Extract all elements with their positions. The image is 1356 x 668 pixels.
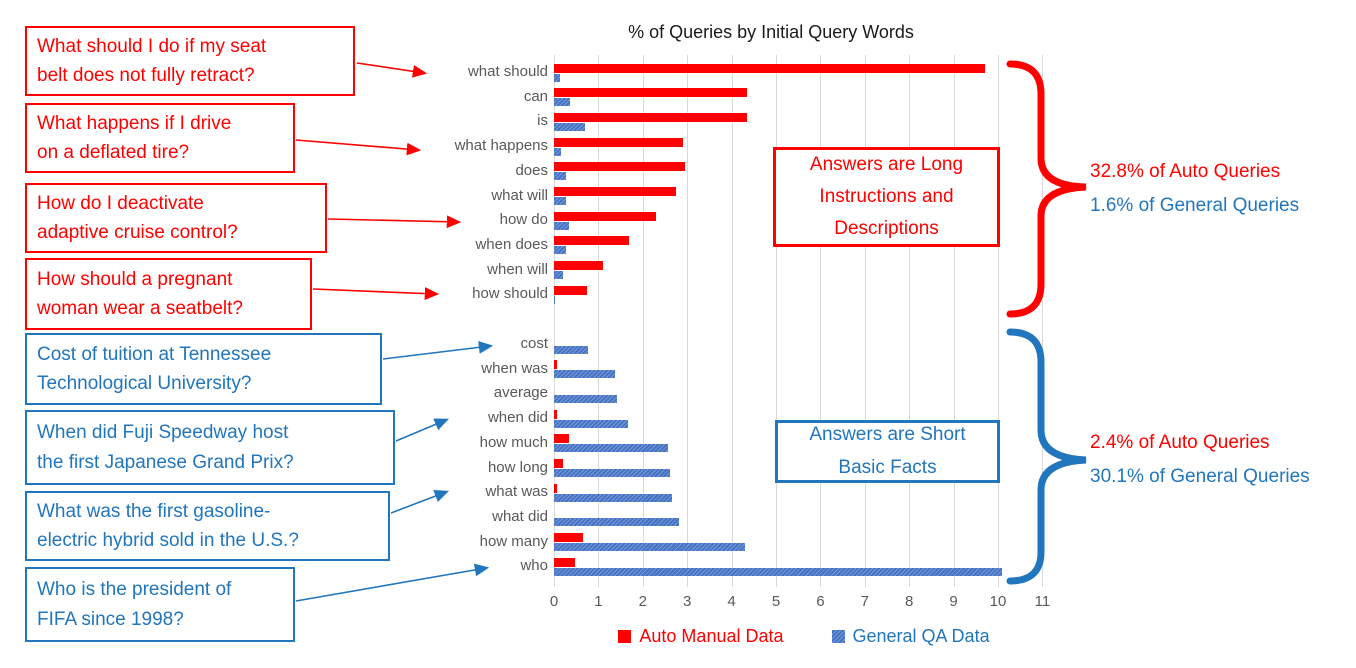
gridline-x-11 bbox=[1042, 55, 1043, 587]
gridline-x-10 bbox=[998, 55, 999, 587]
gridline-x-5 bbox=[776, 55, 777, 587]
blue-brace bbox=[1010, 332, 1086, 581]
caption-auto-bottom: 2.4% of Auto Queries bbox=[1090, 432, 1270, 453]
bar-general-qa bbox=[554, 148, 561, 156]
bar-auto-manual bbox=[554, 64, 985, 73]
example-box-line: electric hybrid sold in the U.S.? bbox=[37, 530, 299, 551]
category-label: cost bbox=[520, 335, 548, 352]
x-tick-label: 11 bbox=[1034, 593, 1051, 610]
x-tick-label: 8 bbox=[905, 593, 914, 610]
example-box-auto-1 bbox=[25, 26, 355, 96]
gridline-x-0 bbox=[554, 55, 555, 587]
caption-general-top: 1.6% of General Queries bbox=[1090, 195, 1300, 216]
category-label: who bbox=[520, 557, 548, 575]
example-box-line: the first Japanese Grand Prix? bbox=[37, 451, 294, 473]
gridline-x-8 bbox=[909, 55, 910, 587]
chart-legend bbox=[554, 626, 1054, 647]
example-box-line: Who is the president of bbox=[37, 579, 232, 601]
category-label: can bbox=[523, 87, 548, 105]
gridline-x-3 bbox=[687, 55, 688, 587]
example-box-line: FIFA since 1998? bbox=[37, 608, 184, 630]
example-box-line: Technological University? bbox=[37, 373, 252, 394]
category-label: what will bbox=[491, 186, 548, 204]
example-box-line: How do I deactivate bbox=[37, 192, 204, 214]
bar-general-qa bbox=[554, 222, 569, 230]
bar-auto-manual bbox=[554, 212, 656, 221]
example-box-line: When did Fuji Speedway host bbox=[37, 422, 289, 444]
bar-auto-manual bbox=[554, 558, 575, 567]
legend-item-auto bbox=[618, 626, 783, 647]
x-tick-label: 4 bbox=[727, 593, 736, 610]
category-label: how many bbox=[479, 532, 548, 550]
example-box-line: How should a pregnant bbox=[37, 268, 233, 290]
x-tick-label: 3 bbox=[683, 593, 692, 610]
bar-general-qa bbox=[554, 543, 745, 551]
category-label: what should bbox=[467, 63, 548, 80]
gridline-x-6 bbox=[820, 55, 821, 587]
x-tick-label: 9 bbox=[949, 593, 958, 610]
bar-auto-manual bbox=[554, 410, 557, 419]
bar-general-qa bbox=[554, 98, 570, 106]
bar-general-qa bbox=[554, 568, 1002, 576]
bar-auto-manual bbox=[554, 187, 676, 196]
note-box-short-answers: Answers are Short Basic Facts bbox=[775, 420, 1000, 483]
category-label: how long bbox=[487, 458, 548, 476]
category-label: when does bbox=[475, 235, 548, 253]
legend-swatch-blue bbox=[832, 630, 845, 643]
category-label: what happens bbox=[454, 137, 548, 155]
bar-auto-manual bbox=[554, 162, 685, 171]
bar-general-qa bbox=[554, 518, 679, 526]
example-box-line: What happens if I drive bbox=[37, 112, 232, 134]
x-tick-label: 10 bbox=[989, 593, 1007, 610]
gridline-x-4 bbox=[732, 55, 733, 587]
gridline-x-9 bbox=[954, 55, 955, 587]
chart-title: % of Queries by Initial Query Words bbox=[628, 22, 914, 42]
x-tick-label: 7 bbox=[860, 593, 869, 610]
bar-auto-manual bbox=[554, 459, 563, 468]
legend-item-general bbox=[832, 626, 990, 647]
example-box-auto-2 bbox=[25, 103, 295, 173]
bar-general-qa bbox=[554, 271, 563, 279]
bar-general-qa bbox=[554, 395, 617, 403]
bar-auto-manual bbox=[554, 360, 557, 369]
bar-auto-manual bbox=[554, 434, 569, 443]
caption-general-bottom: 30.1% of General Queries bbox=[1090, 466, 1310, 487]
bar-general-qa bbox=[554, 74, 560, 82]
bar-auto-manual bbox=[554, 113, 747, 122]
category-label: when was bbox=[481, 359, 548, 377]
gridline-x-1 bbox=[598, 55, 599, 587]
example-box-auto-4 bbox=[25, 258, 312, 330]
example-box-line: belt does not fully retract? bbox=[37, 65, 255, 86]
example-box-auto-3 bbox=[25, 183, 327, 253]
category-label: how much bbox=[479, 433, 548, 451]
bar-auto-manual bbox=[554, 138, 683, 147]
category-label: what was bbox=[485, 483, 548, 501]
bar-auto-manual bbox=[554, 533, 583, 542]
category-label: does bbox=[515, 161, 548, 179]
category-label: when did bbox=[487, 409, 548, 427]
bar-auto-manual bbox=[554, 88, 747, 97]
x-tick-label: 1 bbox=[594, 593, 603, 610]
red-brace bbox=[1010, 64, 1086, 314]
x-tick-label: 5 bbox=[771, 593, 781, 610]
bar-general-qa bbox=[554, 370, 615, 378]
bar-general-qa bbox=[554, 246, 566, 254]
bar-general-qa bbox=[554, 296, 555, 304]
category-label: when will bbox=[487, 260, 548, 278]
caption-auto-top: 32.8% of Auto Queries bbox=[1090, 161, 1281, 182]
x-tick-label: 0 bbox=[549, 593, 559, 610]
bar-auto-manual bbox=[554, 286, 587, 295]
bar-general-qa bbox=[554, 346, 588, 354]
gridline-x-2 bbox=[643, 55, 644, 587]
example-box-line: woman wear a seatbelt? bbox=[37, 298, 243, 319]
x-tick-label: 6 bbox=[816, 593, 825, 610]
legend-label: General QA Data bbox=[852, 626, 990, 646]
category-label: how should bbox=[472, 285, 548, 303]
bar-auto-manual bbox=[554, 261, 603, 270]
example-box-line: adaptive cruise control? bbox=[37, 222, 238, 243]
legend-label: Auto Manual Data bbox=[639, 626, 784, 646]
category-label: what did bbox=[492, 507, 548, 525]
example-box-line: What was the first gasoline- bbox=[37, 500, 271, 522]
example-box-line: on a deflated tire? bbox=[37, 142, 190, 163]
legend-swatch-red bbox=[618, 630, 631, 643]
bar-general-qa bbox=[554, 420, 628, 428]
bar-general-qa bbox=[554, 123, 585, 131]
example-box-general-4 bbox=[25, 567, 295, 642]
bar-auto-manual bbox=[554, 484, 557, 493]
category-label: how do bbox=[499, 211, 548, 229]
category-label: average bbox=[493, 384, 548, 402]
bar-general-qa bbox=[554, 197, 566, 205]
bar-general-qa bbox=[554, 444, 668, 452]
bar-general-qa bbox=[554, 469, 670, 477]
bar-general-qa bbox=[554, 494, 672, 502]
bar-auto-manual bbox=[554, 236, 629, 245]
note-box-long-answers: Answers are Long Instructions and Descriptions bbox=[773, 147, 1000, 247]
example-box-line: Cost of tuition at Tennessee bbox=[37, 343, 272, 365]
example-box-general-3 bbox=[25, 491, 390, 561]
x-tick-label: 2 bbox=[638, 593, 647, 610]
bar-general-qa bbox=[554, 172, 566, 180]
example-box-line: What should I do if my seat bbox=[37, 35, 267, 57]
gridline-x-7 bbox=[865, 55, 866, 587]
category-label: is bbox=[537, 112, 548, 130]
